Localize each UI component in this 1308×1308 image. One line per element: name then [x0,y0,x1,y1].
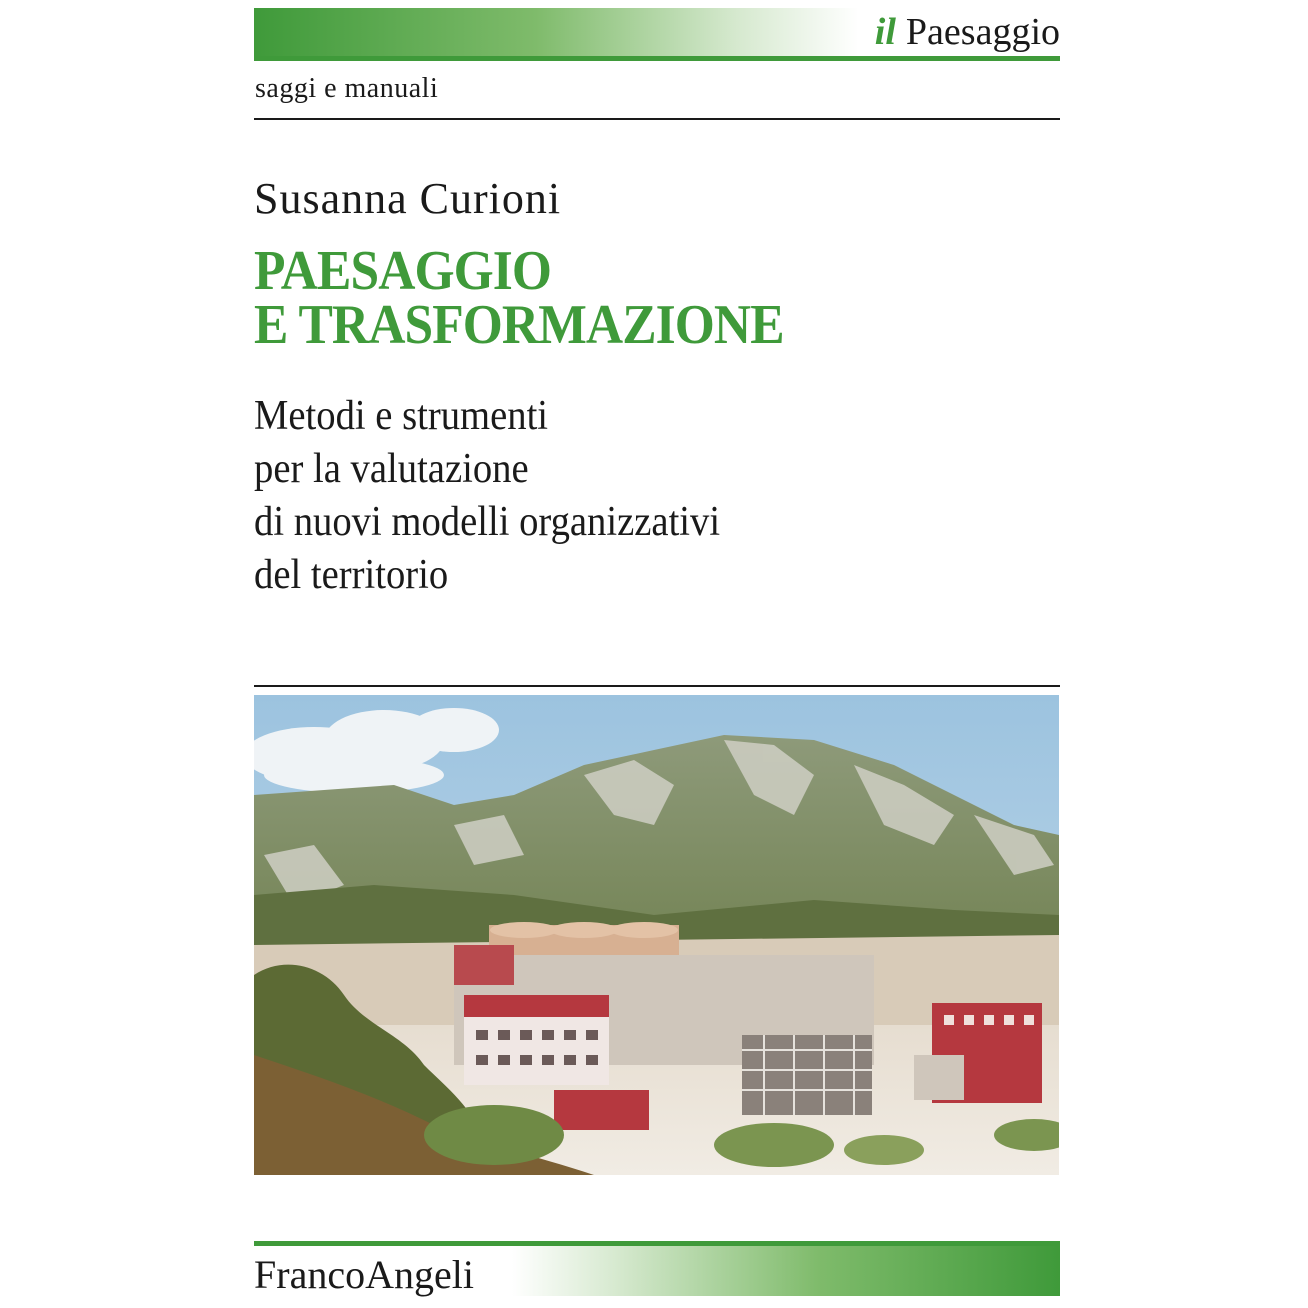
series-prefix: il [874,11,896,53]
subtitle-line: Metodi e strumenti [254,393,549,439]
industrial-landscape-photo [254,695,1059,1175]
subtitle-line: per la valutazione [254,446,529,492]
divider-top [254,118,1060,120]
book-title [254,240,784,356]
series-band-rule [254,56,1060,61]
book-subtitle [254,390,720,602]
divider-image [254,685,1060,687]
subtitle-line: del territorio [254,552,449,598]
title-line: PAESAGGIO [254,240,552,302]
subtitle-line: di nuovi modelli organizzativi [254,499,721,545]
author-name: Susanna Curioni [254,174,562,223]
publisher-band-rule [254,1241,1060,1246]
series-name: Paesaggio [905,11,1060,53]
title-line: E TRASFORMAZIONE [254,294,784,356]
series-title [875,10,1060,54]
publisher-name: FrancoAngeli [254,1252,474,1297]
collection-label: saggi e manuali [255,73,439,104]
